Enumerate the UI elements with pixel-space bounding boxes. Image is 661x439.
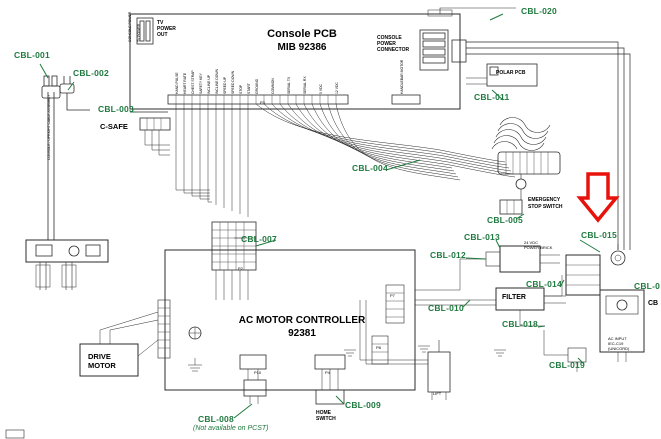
pin-label-incline-up: INCLINE UP [207,74,211,94]
pin-label-common: COMMON [271,78,275,94]
home-switch-label: HOME SWITCH [316,410,336,422]
c-safe-label: C-SAFE [100,122,128,131]
p4-designator: P4 [325,370,330,375]
pin-label-speed-down: SPEED DOWN [231,70,235,94]
cable-label-cbl-018: CBL-018 [502,319,538,329]
cable-label-cbl-012: CBL-012 [430,250,466,260]
p8-designator: P8 [376,345,381,350]
filter-label: FILTER [502,294,526,301]
pcst-availability-note: (Not available on PCST) [193,425,269,432]
pin-label-heart-rate: HEART RATE [183,72,187,94]
pin-label-hand-pulse: HAND PULSE [175,72,179,94]
pin-label-start: START [247,83,251,94]
ac-motor-controller-title: AC MOTOR CONTROLLER [238,315,366,326]
console-pcb-title: Console PCB [267,28,337,40]
p2-designator: P2 [238,266,243,271]
lift-label: LIFT [433,391,442,396]
ac-motor-controller-subtitle: 92381 [288,328,316,339]
dc-power-brick-label: 24 VDC POWER BRICK [524,240,553,250]
red-arrow-highlight [580,174,616,220]
cable-label-cbl-007: CBL-007 [241,234,277,244]
p10-designator: P10 [254,370,262,375]
cable-label-cbl-001: CBL-001 [14,50,50,60]
wire-label-console-power: CONSOLE POWER [128,11,132,42]
cb-label: CB [648,300,659,307]
p3-designator: P3 [260,100,265,105]
cable-label-cbl-009: CBL-009 [345,400,381,410]
ac-input-label: AC INPUT IEC-C19 (UNICORD) [608,336,630,351]
cable-label-cbl-008: CBL-008 [198,414,234,424]
cable-label-cbl-003: CBL-003 [98,104,134,114]
tv-power-out-label: TV POWER OUT [157,20,176,38]
pin-label-safety-key: SAFETY KEY [199,73,203,94]
emergency-stop-switch-label: EMERGENCY STOP SWITCH [528,197,563,210]
cable-label-cbl-013: CBL-013 [464,232,500,242]
pin-label-speed-up: SPEED UP [223,76,227,94]
drive-motor-label: DRIVE MOTOR [88,352,116,370]
cable-label-cbl-014: CBL-014 [526,279,562,289]
pin-label-serial-rx: SERIAL RX [303,76,307,94]
console-power-connector-label: CONSOLE POWER CONNECTOR [377,35,410,53]
pin-label-12vdc: 12 VDC [335,82,339,94]
pin-label-5vdc: 5 VDC [319,84,323,94]
wire-label-cbl001-run: CONSOLE / UPRIGHT CABLE ASSEMBLY [47,94,51,160]
console-pcb-subtitle: MIB 92386 [277,42,327,53]
pin-label-incline-down: INCLINE DOWN [215,68,219,94]
pin-label-chest-strap: CHEST STRAP [191,70,195,94]
cable-label-cbl-011: CBL-011 [474,92,510,102]
cable-label-cbl-005: CBL-005 [487,215,523,225]
cable-label-cbl-010: CBL-010 [428,303,464,313]
cable-label-cbl-004: CBL-004 [352,163,388,173]
wire-label-tv-power: TV POWER [137,23,141,42]
pin-label-stop: STOP [239,84,243,94]
cable-label-cbl-015: CBL-015 [581,230,617,240]
cable-label-cbl-002: CBL-002 [73,68,109,78]
cable-label-cbl-0-right: CBL-0 [634,281,661,291]
polar-pcb-label: POLAR PCB [496,70,526,76]
pin-label-ground: GROUND [255,78,259,94]
pin-label-serial-tx: SERIAL TX [287,76,291,94]
cable-label-cbl-019: CBL-019 [549,360,585,370]
cable-label-cbl-020: CBL-020 [521,6,557,16]
pin-label-handlebar-motor: HANDLEBAR MOTOR [400,59,404,94]
p7-designator: P7 [390,293,395,298]
